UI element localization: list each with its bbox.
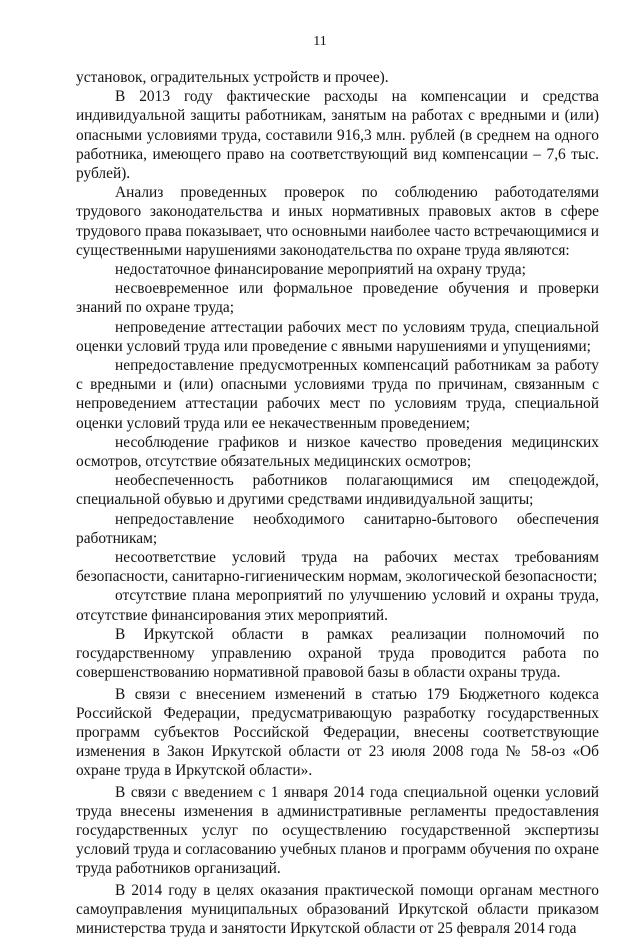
list-item-ppe: необеспеченность работников полагающимися им спецодеждой, специальной обувью и другими средствами индивидуальной защиты; xyxy=(76,472,599,509)
list-item-sanitary: непредоставление необходимого санитарно-бытового обеспечения работникам; xyxy=(76,510,599,547)
paragraph-2014-help: В 2014 году в целях оказания практической помощи органам местного самоуправления муниципальных образований Иркутской области приказом министерства труда и занятости Иркутской области от 25 февраля 2014 года xyxy=(76,881,599,937)
list-item-compensation: непредоставление предусмотренных компенсаций работникам за работу с вредными и (или) опасными условиями труда по причинам, связанным с непроведением аттестации рабочих мест по условиям труда, специальной оценки условий труда или ее некачественным проведением; xyxy=(76,357,599,432)
body-text xyxy=(76,68,599,938)
paragraph-special-assessment: В связи с введением с 1 января 2014 года специальной оценки условий труда внесены изменения в административные регламенты предоставления государственных услуг по осуществлению государственной экспертизы условий труда и согласованию учебных планов и программ обучения по охране труда работников организаций. xyxy=(76,783,599,878)
paragraph-budget-code: В связи с внесением изменений в статью 179 Бюджетного кодекса Российской Федерации, предусматривающую разработку государственных программ субъектов Российской Федерации, внесены соответствующие изменения в Закон Иркутской области от 23 июля 2008 года № 58-оз «Об охране труда в Иркутской области». xyxy=(76,685,599,780)
paragraph-analysis: Анализ проведенных проверок по соблюдению работодателями трудового законодательства и иных нормативных правовых актов в сфере трудового права показывает, что основными наиболее часто встречающимися и существенными нарушениями законодательства по охране труда являются: xyxy=(76,184,599,259)
list-item-conditions: несоответствие условий труда на рабочих местах требованиям безопасности, санитарно-гигиеническим нормам, экологической безопасности; xyxy=(76,549,599,586)
list-item-medical: несоблюдение графиков и низкое качество проведения медицинских осмотров, отсутствие обязательных медицинских осмотров; xyxy=(76,433,599,471)
page-number: 11 xyxy=(313,34,327,49)
paragraph-expenses-2013: В 2013 году фактические расходы на компенсации и средства индивидуальной защиты работникам, занятым на работах с вредными и (или) опасными условиями труда, составили 916,3 млн. рублей (в среднем на одного работника, имеющего право на соответствующий вид компенсации – 7,6 тыс. рублей). xyxy=(76,88,599,183)
list-item-plan: отсутствие плана мероприятий по улучшению условий и охраны труда, отсутствие финансирования этих мероприятий. xyxy=(76,587,599,624)
paragraph-irkutsk-powers: В Иркутской области в рамках реализации полномочий по государственному управлению охраной труда проводится работа по совершенствованию нормативной правовой базы в области охраны труда. xyxy=(76,625,599,682)
list-item-training: несвоевременное или формальное проведение обучения и проверки знаний по охране труда; xyxy=(76,280,599,317)
list-item-financing: недостаточное финансирование мероприятий на охрану труда; xyxy=(115,261,526,279)
paragraph-continuation: установок, оградительных устройств и прочее). xyxy=(76,69,389,86)
list-item-attestation: непроведение аттестации рабочих мест по условиям труда, специальной оценки условий труда или проведение с явными нарушениями и упущениями; xyxy=(76,318,599,355)
